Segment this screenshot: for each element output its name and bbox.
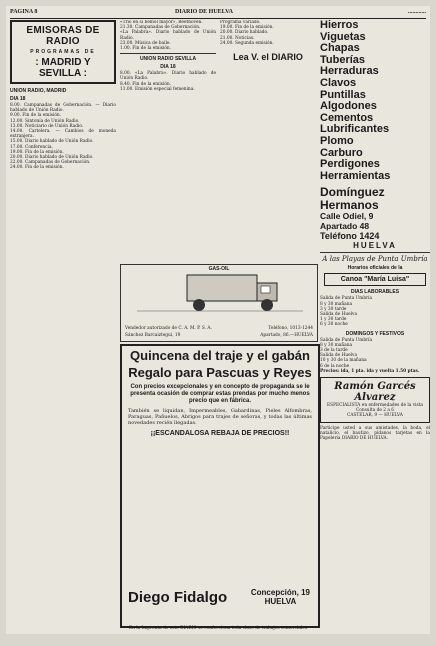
schedule-line: Salida de Punta Umbría bbox=[320, 337, 373, 343]
ad-text: También se liquidan, Impermeables, Gabardinas, Pieles Alfombras, Paraguas, Pañuelos, Abrigos para trajes de señoras, y todas las últimas novedades recién llegadas. bbox=[128, 408, 312, 427]
product-item: Herramientas bbox=[320, 169, 391, 182]
program-item: «La Palabra». Diario hablado de Unión Radio. bbox=[120, 30, 216, 41]
program-item: 11.00. Emisión especial femenina. bbox=[120, 86, 195, 92]
radio-cities: : MADRID Y SEVILLA : bbox=[35, 57, 91, 79]
divider bbox=[320, 252, 430, 253]
shop-street: Concepción, 19 bbox=[250, 588, 310, 597]
product-item: Plomo bbox=[320, 134, 354, 147]
ad-title-1: Quincena del traje y el gabán bbox=[130, 348, 310, 363]
schedule-line: Salida de Punta Umbría bbox=[320, 296, 373, 302]
gas-phone: Teléfono, 1013-1244 bbox=[268, 326, 313, 331]
program-item: 19.00. Fin de la emisión. bbox=[10, 149, 64, 155]
doctor-specialty: ESPECIALISTA en enfermedades de la vista bbox=[326, 402, 423, 408]
program-item: 12.00. Sintonía de Unión Radio. bbox=[10, 118, 80, 124]
ad-cta: ¡¡ESCANDALOSA REBAJA DE PRECIOS!! bbox=[150, 430, 290, 438]
product-item: Cementos bbox=[320, 111, 374, 124]
program-item: 20.00. Diario hablado de Unión Radio. bbox=[10, 155, 94, 161]
radio-title: EMISORAS DE RADIO bbox=[26, 25, 100, 47]
program-item: 24.00. Fin de la emisión. bbox=[10, 165, 64, 171]
program-item: 21.00. Noticias. bbox=[220, 35, 255, 41]
brand-street: Calle Odiel, 9 bbox=[320, 211, 374, 222]
program-item: 19.00. Fin de la emisión. bbox=[220, 25, 274, 31]
program-item: 1.00. Fin de la emisión. bbox=[120, 46, 172, 52]
schedule-line: 6 y 30 noche bbox=[320, 322, 348, 328]
brand-phone: Teléfono 1424 bbox=[320, 231, 380, 242]
schedule-heading: DOMINGOS Y FESTIVOS bbox=[345, 330, 405, 337]
schedule-line: 8 y 30 mañana bbox=[320, 301, 353, 307]
gas-oil-title: GAS-OIL bbox=[208, 266, 230, 272]
program-item: Programa variado. bbox=[220, 20, 261, 25]
brand-name: Domínguez Hermanos bbox=[320, 185, 385, 213]
program-item: 8.00. Campanadas de Gobernación. — Diario hablado de Unión Radio. bbox=[10, 103, 116, 114]
schedule-line: Salida de Huelva bbox=[320, 311, 358, 317]
program-item: 23.00. Música de baile. bbox=[120, 40, 171, 46]
doctor-address: CASTELAR, 9 — HUELVA bbox=[347, 413, 403, 419]
doctor-ad bbox=[320, 377, 430, 423]
brand-box: Apartado 48 bbox=[320, 220, 370, 231]
gas-box: Apartado, 86.—HUELVA bbox=[260, 333, 313, 338]
ferry-subtitle: Horarios oficiales de la bbox=[347, 265, 403, 272]
schedule-line: 6 de la noche bbox=[320, 363, 350, 369]
station-heading: UNION RADIO, MADRID bbox=[10, 88, 67, 94]
station-heading: UNION RADIO SEVILLA bbox=[139, 56, 197, 63]
page-number: PAGINA 8 bbox=[10, 9, 38, 15]
schedule-line: Salida de Huelva bbox=[320, 353, 358, 359]
lea-diario: Lea V. el DIARIO bbox=[233, 52, 303, 63]
radio-column-2 bbox=[120, 20, 216, 260]
product-item: Lubrificantes bbox=[320, 123, 390, 136]
ad-title-2: Regalo para Pascuas y Reyes bbox=[128, 365, 312, 380]
closing-note: Participe usted a sus amistades, la boda, el natalicio, el bautizo, pídanos tarjetas en la Papelería DIARIO DE HUELVA. bbox=[320, 425, 430, 441]
schedule-line: 8 y 30 mañana bbox=[320, 342, 353, 348]
program-item: 15.00. Diario hablado de Unión Radio. bbox=[10, 139, 94, 145]
product-item: Perdigones bbox=[320, 158, 380, 171]
day-heading: DIA 18 bbox=[10, 96, 26, 102]
newspaper-name: DIARIO DE HUELVA bbox=[175, 9, 234, 15]
right-column bbox=[320, 20, 430, 634]
gas-address: Sánchez Barcaiztegui, 19 bbox=[125, 333, 181, 338]
program-item: 9.00. Fin de la emisión. bbox=[10, 113, 62, 119]
brand-city: HUELVA bbox=[353, 241, 397, 251]
schedule-line: 3 y 30 tarde bbox=[320, 306, 347, 312]
doctor-name: Ramón Garcés bbox=[334, 380, 416, 392]
product-item: Clavos bbox=[320, 76, 357, 89]
program-item: 21.30. Campanadas de Gobernación. bbox=[120, 25, 201, 31]
page-header bbox=[10, 8, 426, 19]
program-item: 14.00. Cartelera. — Cambios de moneda extranjera. bbox=[10, 129, 116, 140]
products-list bbox=[320, 20, 430, 182]
radio-title-box bbox=[10, 20, 116, 84]
doctor-hours: Consulta de 2 a 6 bbox=[355, 408, 395, 414]
program-item: 8.00. «La Palabra». Diario hablado de Unión Radio. bbox=[120, 71, 216, 82]
product-item: Viguetas bbox=[320, 30, 366, 43]
day-heading: DIA 18 bbox=[160, 64, 176, 71]
schedule-line: 10 y 30 de la mañana bbox=[320, 358, 367, 364]
header-date: ............ bbox=[408, 9, 426, 15]
truck-illustration bbox=[127, 269, 313, 319]
program-item: 24.00. Segunda emisión. bbox=[220, 40, 274, 46]
product-item: Herraduras bbox=[320, 65, 379, 78]
schedule-heading: DIAS LABORABLES bbox=[350, 289, 400, 296]
clothing-ad bbox=[120, 344, 320, 628]
shop-name: Diego Fidalgo bbox=[128, 589, 228, 606]
product-item: Hierros bbox=[320, 20, 359, 31]
ferry-name: Canoa "María Luisa" bbox=[324, 273, 426, 286]
product-item: Carburo bbox=[320, 146, 363, 159]
radio-column bbox=[10, 20, 116, 630]
gas-caption: Vendedor autorizado de C. A. M. P. S. A. bbox=[125, 326, 212, 331]
doctor-surname: Alvarez bbox=[354, 391, 396, 403]
radio-subtitle: PROGRAMAS DE bbox=[30, 49, 96, 55]
program-item: 17.00. Conferencia. bbox=[10, 144, 53, 150]
product-item: Tuberías bbox=[320, 53, 366, 66]
ad-notice: Con precios excepcionales y en concepto de propaganda se le presenta ocasión de comprar estas prendas por mucho menos precio que en fábrica. bbox=[130, 384, 310, 404]
program-item: 8.40. Fin de la emisión. bbox=[120, 81, 172, 87]
shop-address bbox=[251, 588, 310, 606]
ferry-price: Precios: ida, 1 pta. ida y vuelta 1.50 ptas. bbox=[320, 368, 420, 374]
program-item: 13.00. Noticiario de Unión Radio. bbox=[10, 123, 84, 129]
ferry-title: A las Playas de Punta Umbría bbox=[322, 255, 428, 264]
newspaper-page bbox=[6, 6, 430, 634]
divider bbox=[120, 53, 216, 54]
product-item: Chapas bbox=[320, 42, 360, 55]
product-item: Puntillas bbox=[320, 88, 366, 101]
shop-city: HUELVA bbox=[264, 597, 297, 606]
schedule-line: 3 de la tarde bbox=[320, 347, 348, 353]
radio-column-3 bbox=[220, 20, 316, 260]
product-item: Algodones bbox=[320, 100, 377, 113]
program-item: 22.00. Campanadas de Gobernación. bbox=[10, 160, 91, 166]
gas-oil-ad bbox=[120, 264, 318, 342]
program-item: 20.00. Diario hablado. bbox=[220, 30, 269, 36]
schedule-line: 1 y 30 tarde bbox=[320, 317, 347, 323]
imprenta-notice: En la Imprenta de este DIARIO se confecciona toda clase de trabajos comerciales bbox=[128, 626, 308, 631]
program-item: «Trío en si bemol mayor», Beethoven. bbox=[120, 20, 203, 25]
